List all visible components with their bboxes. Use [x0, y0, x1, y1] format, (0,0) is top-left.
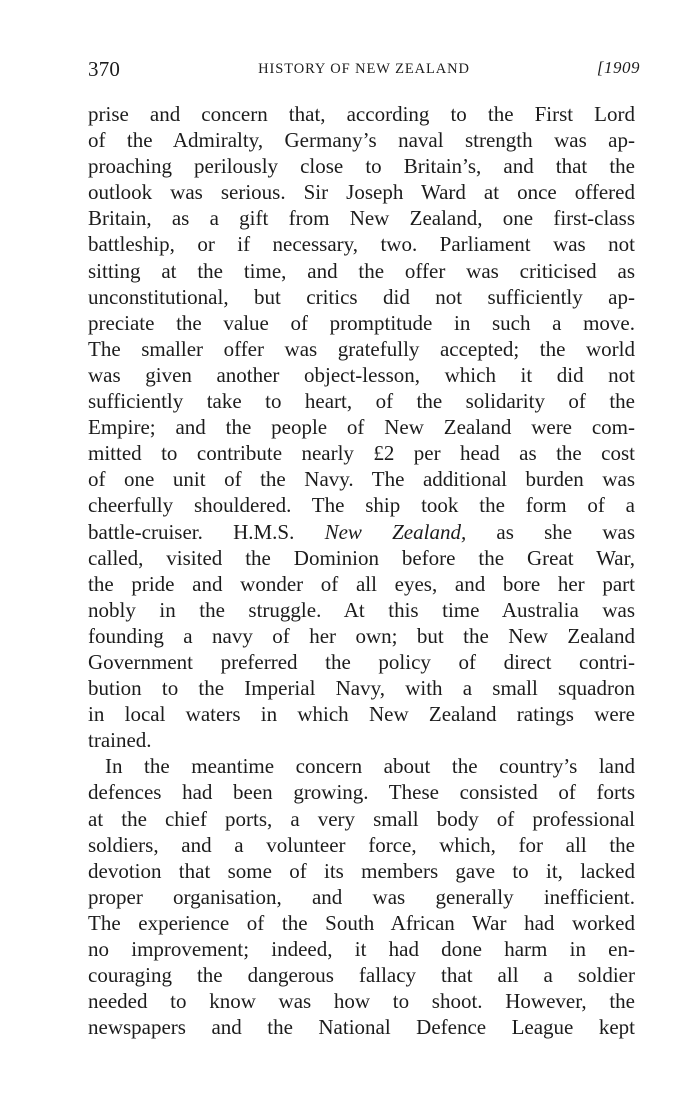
- text-line: outlook was serious. Sir Joseph Ward at once offered: [88, 180, 635, 205]
- text-line: unconstitutional, but critics did not sufficiently ap-: [88, 284, 635, 309]
- text-line: of the Admiralty, Germany’s naval strength was ap-: [88, 128, 635, 153]
- text-line: preciate the value of promptitude in such a move.: [88, 310, 635, 335]
- text-line: newspapers and the National Defence League kept: [88, 1015, 635, 1040]
- text-line: needed to know was how to shoot. However, the: [88, 989, 635, 1014]
- text-line: devotion that some of its members gave to it, lacked: [88, 858, 635, 883]
- page-header: [88, 57, 640, 87]
- text-line: Government preferred the policy of direct contri-: [88, 649, 635, 674]
- text-line: Empire; and the people of New Zealand were com-: [88, 415, 635, 440]
- text-line: in local waters in which New Zealand ratings were: [88, 702, 635, 727]
- running-head: HISTORY OF NEW ZEALAND: [258, 61, 470, 77]
- text-line: nobly in the struggle. At this time Australia was: [88, 597, 635, 622]
- text-line: mitted to contribute nearly £2 per head as the cost: [88, 441, 635, 466]
- ship-name-italic: New Zealand,: [324, 519, 467, 544]
- text-line: The experience of the South African War had worked: [88, 910, 635, 935]
- text-line-with-ship-name: [88, 519, 635, 545]
- line-text-before: battle-cruiser. H.M.S.: [88, 519, 325, 544]
- header-year: [1909: [596, 58, 640, 77]
- page-number: 370: [88, 57, 121, 81]
- text-line: sufficiently take to heart, of the solidarity of the: [88, 389, 635, 414]
- paragraph-end-line: trained.: [88, 728, 152, 753]
- text-line: no improvement; indeed, it had done harm in en-: [88, 937, 635, 961]
- text-line: the pride and wonder of all eyes, and bore her part: [88, 571, 635, 596]
- text-line: Britain, as a gift from New Zealand, one first-class: [88, 206, 635, 231]
- text-line: proaching perilously close to Britain’s, and that the: [88, 154, 635, 179]
- body-text: [88, 101, 635, 1040]
- text-line: at the chief ports, a very small body of professional: [88, 806, 635, 831]
- paragraph-start-line: In the meantime concern about the country’s land: [105, 754, 635, 779]
- text-line: of one unit of the Navy. The additional burden was: [88, 467, 635, 492]
- text-line: proper organisation, and was generally inefficient.: [88, 884, 635, 909]
- text-line: founding a navy of her own; but the New Zealand: [88, 623, 635, 648]
- text-line: sitting at the time, and the offer was criticised as: [88, 258, 635, 283]
- text-line: cheerfully shouldered. The ship took the form of a: [88, 493, 635, 518]
- text-line: battleship, or if necessary, two. Parliament was not: [88, 232, 635, 257]
- text-line: defences had been growing. These consisted of forts: [88, 780, 635, 805]
- line-text-after: as she was: [466, 519, 635, 544]
- text-line: couraging the dangerous fallacy that all a soldier: [88, 963, 635, 988]
- text-line: called, visited the Dominion before the Great War,: [88, 545, 635, 570]
- text-line: prise and concern that, according to the First Lord: [88, 102, 635, 126]
- text-line: The smaller offer was gratefully accepted; the world: [88, 336, 635, 361]
- text-line: bution to the Imperial Navy, with a small squadron: [88, 676, 635, 701]
- text-line: was given another object-lesson, which it did not: [88, 362, 635, 387]
- text-line: soldiers, and a volunteer force, which, for all the: [88, 832, 635, 857]
